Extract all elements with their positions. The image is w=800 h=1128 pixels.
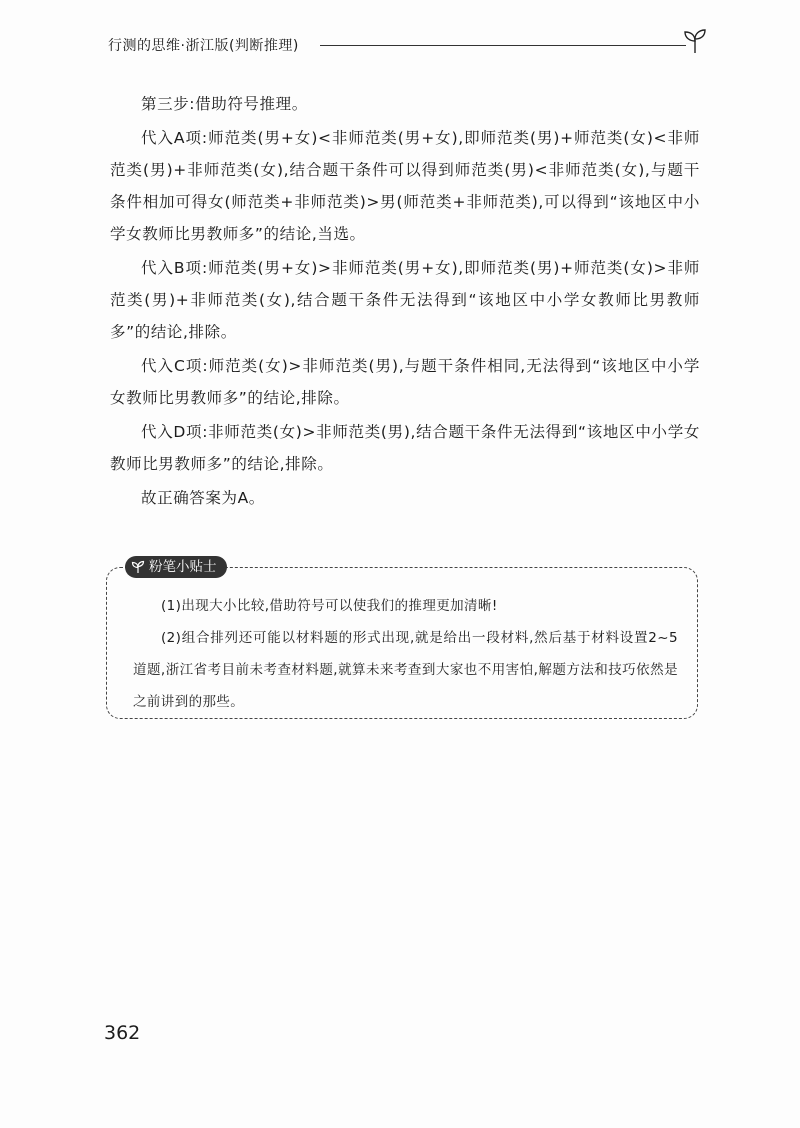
answer-conclusion: 故正确答案为A。 [141,489,265,507]
tip-item: (1)出现大小比较,借助符号可以使我们的推理更加清晰! [161,598,498,614]
option-b-analysis: 代入B项:师范类(男+女)>非师范类(男+女),即师范类(男)+师范类(女)>非师范类(男)+非师范类(女),结合题干条件无法得到“该地区中小学女教师比男教师多”的结论,排除。 [110,259,700,341]
tip-item: (2)组合排列还可能以材料题的形式出现,就是给出一段材料,然后基于材料设置2~5道题,浙江省考目前未考查材料题,就算未来考查到大家也不用害怕,解题方法和技巧依然是之前讲到的那些。 [133,630,678,710]
sprout-icon [131,560,145,574]
option-d-analysis: 代入D项:非师范类(女)>非师范类(男),结合题干条件无法得到“该地区中小学女教师比男教师多”的结论,排除。 [110,423,700,473]
page-number: 362 [104,1022,141,1044]
tip-content [133,590,678,718]
tip-box [106,559,698,719]
sprout-icon [682,28,708,54]
tip-label [125,556,227,578]
page-header [108,28,708,58]
tip-label-text: 粉笔小贴士 [149,559,217,575]
header-rule [320,45,686,46]
solution-text [110,88,700,516]
option-c-analysis: 代入C项:师范类(女)>非师范类(男),与题干条件相同,无法得到“该地区中小学女教师比男教师多”的结论,排除。 [110,357,700,407]
option-a-analysis: 代入A项:师范类(男+女)<非师范类(男+女),即师范类(男)+师范类(女)<非师范类(男)+非师范类(女),结合题干条件可以得到师范类(男)<非师范类(女),与题干条件相加可得女(师范类+非师范类)>男(师范类+非师范类),可以得到“该地区中小学女教师比男教师多”的结论,当选。 [110,129,700,243]
step-heading: 第三步:借助符号推理。 [141,95,308,113]
header-title: 行测的思维·浙江版(判断推理) [108,38,299,54]
